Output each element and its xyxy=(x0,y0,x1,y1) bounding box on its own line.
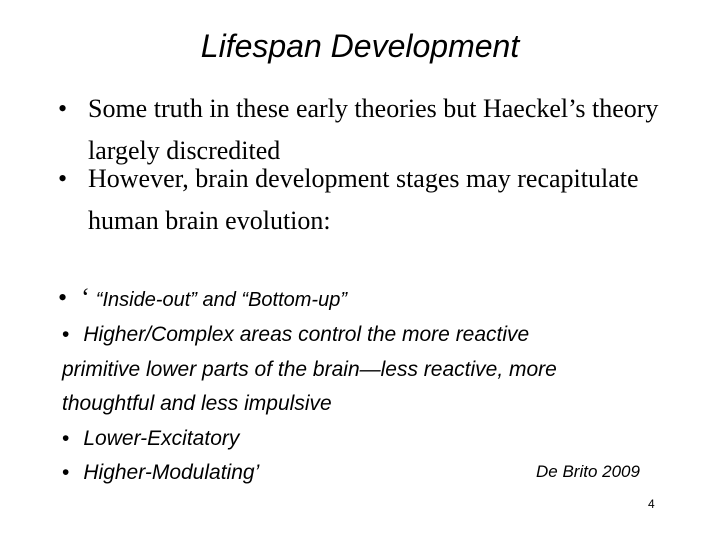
quote-line-text: Higher-Modulating’ xyxy=(83,461,260,484)
slide-title: Lifespan Development xyxy=(200,28,520,64)
page-number: 4 xyxy=(648,497,655,511)
quote-line-text: Higher/Complex areas control the more reactive xyxy=(83,323,530,346)
quote-line-text: primitive lower parts of the brain—less reactive, more xyxy=(62,357,557,381)
attribution: De Brito 2009 xyxy=(536,462,640,481)
bullet-item xyxy=(58,158,678,242)
quote-line-text: thoughtful and less impulsive xyxy=(62,392,332,415)
quote-lead-text: “Inside-out” and “Bottom-up” xyxy=(95,289,348,311)
bullet-marker: • xyxy=(62,426,70,450)
quote-line xyxy=(62,422,682,457)
bullet-text: Some truth in these early theories but Haeckel’s theory largely discredited xyxy=(88,94,659,165)
quote-open-mark: ‘ xyxy=(81,283,90,312)
bullet-marker: • xyxy=(58,283,68,312)
bullet-marker: • xyxy=(58,94,68,123)
bullet-marker: • xyxy=(62,461,70,484)
quote-line xyxy=(62,353,682,388)
bullet-text: However, brain development stages may recapitulate human brain evolution: xyxy=(88,164,639,235)
quote-lead-line xyxy=(58,280,347,318)
quote-line-text: Lower-Excitatory xyxy=(83,426,240,450)
quote-line xyxy=(62,387,682,422)
quote-line xyxy=(62,318,682,353)
bullet-marker: • xyxy=(62,323,70,346)
bullet-marker: • xyxy=(58,164,68,193)
